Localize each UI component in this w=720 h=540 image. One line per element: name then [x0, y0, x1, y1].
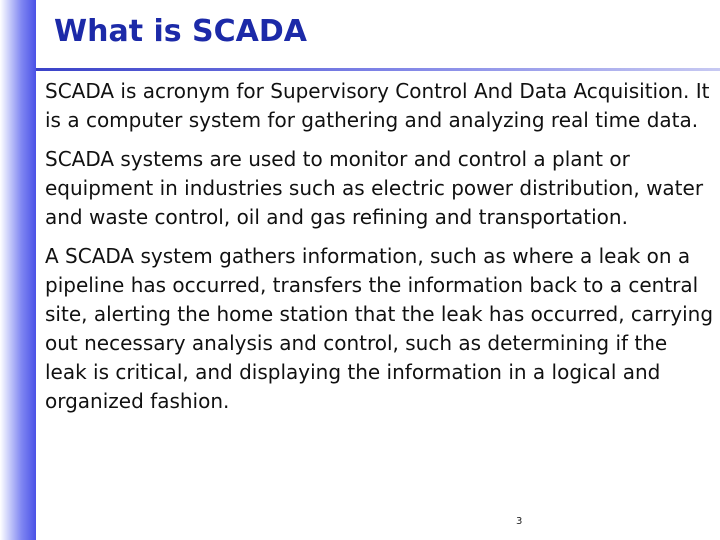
title-divider — [36, 68, 720, 71]
paragraph-example: A SCADA system gathers information, such as where a leak on a pipeline has occurred, transfers the information back to a central site, alerting the home station that the leak has occurred, carrying out necessary analysis and control, such as determining if the leak is critical, and displaying the information in a logical and organized fashion. — [45, 244, 714, 413]
page-number: 3 — [516, 516, 523, 527]
left-gradient-band — [0, 0, 36, 540]
slide-body — [45, 77, 715, 426]
paragraph-definition: SCADA is acronym for Supervisory Control And Data Acquisition. It is a computer system for gathering and analyzing real time data. — [45, 79, 710, 132]
slide-title: What is SCADA — [54, 14, 308, 49]
paragraph-uses: SCADA systems are used to monitor and control a plant or equipment in industries such as electric power distribution, water and waste control, oil and gas refining and transportation. — [45, 147, 704, 229]
